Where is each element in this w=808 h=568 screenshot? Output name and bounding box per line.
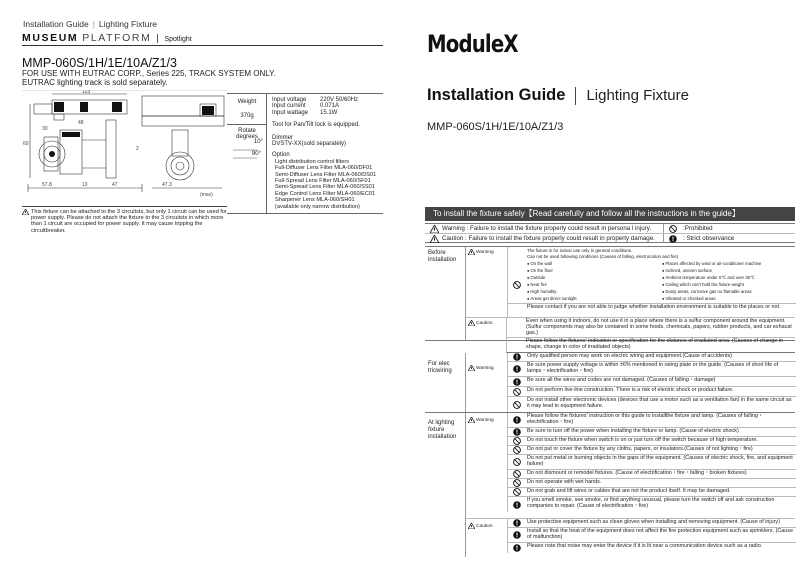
before-warning-block [465, 247, 795, 318]
dim-max: (max) [200, 192, 213, 198]
lighting-caution-block [465, 519, 795, 557]
lighting-item-text: Be sure to turn off the power when installing the fixture or lamp. (Cause of electric shock) [527, 428, 739, 434]
bullet-item: ● Places affected by wind or air-conditioner machine [662, 260, 794, 267]
spec-left-column [227, 94, 267, 213]
bullet-item: ● Near fire [527, 281, 659, 288]
warning-triangle-icon [468, 249, 475, 255]
dim-13: 13 [82, 182, 88, 188]
lighting-item-text: Do not dismount or remodel fixtures. (Cause of electrification・fire・falling・broken fixtures) [527, 470, 747, 476]
dim-48: 48 [78, 120, 84, 126]
list-item [507, 497, 796, 512]
caution-tag-text: Caution [476, 523, 493, 529]
brand-bar [22, 33, 383, 46]
elec-warning-block [465, 353, 795, 412]
legend-warning-text: Warning : Failure to install the fixture properly could result in persona l injury. [442, 225, 652, 232]
lighting-item-text: Do not grab and lift wires or cables that are not the product itself. It may be damaged. [527, 488, 731, 494]
prohibited-icon [513, 281, 521, 289]
prohibited-icon [669, 225, 677, 233]
lighting-item-text: Do not operate with wet hands. [527, 479, 602, 485]
rotate-90: 90° [251, 151, 261, 157]
section-label: For elec tricwiring [428, 361, 452, 374]
bullet-item: ● Ceiling which can't hold the fixture weight [662, 281, 794, 288]
safety-banner: To install the fixture safely【Read carefully and follow all the instructions in the guide】 [425, 207, 795, 221]
dim-47: 47 [112, 182, 118, 188]
strict-observance-icon [513, 501, 521, 509]
warning-triangle-icon [468, 365, 475, 371]
filters-title: Light distribution control filters [275, 158, 349, 165]
prohibited-icon [513, 458, 521, 466]
bullet-item: ● High humidity [527, 288, 659, 295]
right-page [404, 0, 808, 568]
list-item [507, 470, 796, 479]
list-item [507, 455, 796, 470]
spec-right-column [272, 97, 380, 210]
caution-tag-text: Caution [476, 320, 493, 326]
filter-item: (available only narrow distribution) [275, 203, 360, 210]
rotate-label: Rotate degrees [236, 128, 258, 140]
legend-warning-row [425, 224, 795, 234]
caution-triangle-icon [468, 320, 475, 326]
weight-label: Weight [237, 99, 257, 105]
bullet-item: ● Vibrated or shocked areas [662, 295, 794, 302]
warning-contact: Please contact if you are not able to judge whether installation environment is suitable to the places or not. [527, 304, 781, 310]
input-wattage-label: Input wattage [272, 109, 309, 116]
lighting-caution-text: Please note that noise may enter the device if it is lit near a communication device such as a radio. [527, 543, 763, 549]
safety-grid [425, 246, 795, 556]
legend-strict: : Strict observance [683, 235, 735, 242]
elec-item-text: Be sure power supply voltage is within ±6% mentioned in rating plate or the guide. (Causes of short life of lamps・electrification・fire) [527, 362, 779, 374]
guide-title [427, 86, 689, 105]
lighting-item-text: Do not put or cover the fixture by any cloths, papers, or insulators.(Causes of not lighting・fire) [527, 446, 753, 452]
warning-triangle-icon [468, 417, 475, 423]
bullet-item: ● On the wall [527, 260, 659, 267]
brand-logo: ModuleX [427, 30, 518, 58]
circuit-warning-text: This fixture can be attached to the 3 circuitsts, but only 1 circuit can be used for power supply. Please do not attach the fixture to the 3 circuitsts in which more than 1 circuit are occupied for power supply. It may cause tripping the circuitbreaker. [31, 209, 227, 234]
strict-observance-icon [513, 416, 521, 424]
input-wattage-value: 15.1W [320, 109, 338, 116]
list-item [507, 428, 796, 437]
dim-60: 60 [23, 141, 29, 147]
elec-item-text: Only qualified person may work on electric wiring and equipment.(Cause of accidents) [527, 353, 732, 359]
section-electric-wiring [425, 353, 795, 413]
input-current-value: 0.071A [320, 103, 340, 110]
bullet-item: ● Ambient temperature under 0℃ and over 35℃ [662, 274, 794, 281]
prohibited-icon [513, 479, 521, 487]
caution-triangle-icon [468, 523, 475, 529]
filters-list [272, 159, 380, 210]
section-lighting-installation [425, 413, 795, 557]
list-item [507, 528, 796, 543]
warning-triangle-icon [430, 225, 439, 233]
lighting-caution-text: Install so that the heat of the equipment does not affect the fire protection equipment such as sprinklers. (Cause of malfunction) [527, 528, 793, 540]
brand-museum: MUSEUM [22, 32, 79, 44]
before-warning-items [507, 247, 796, 318]
elec-item-text: Do not perform live-line construction. There is a risk of electric shock or product failure. [527, 387, 734, 393]
list-item [507, 353, 796, 362]
strict-observance-icon [513, 353, 521, 361]
bullet-item: ● Inclined, uneven surface [662, 267, 794, 274]
lighting-item-text: Please follow the fixtures' instruction or this guide to installthe fixture and lamp. (Causes of falling・electrification・fire) [527, 413, 764, 425]
breadcrumb: Installation Guide | Lighting Fixture [23, 19, 158, 29]
lighting-item-text: Do not touch the fixture when switch is on or just turn off the switch because of high temperature. [527, 437, 758, 443]
filter-item: Semi-Spread Lens Filter MLA-060/SS01 [275, 184, 375, 191]
caution-tag [468, 320, 493, 326]
list-item [507, 437, 796, 446]
caution-item-text: Please follow the fixtures' indication or specification for the distance of irradiated area. (Causes of change in shape, change in color of irradiated objects) [526, 338, 783, 350]
track-note-line2: EUTRAC lighting track is sold separately. [22, 78, 168, 87]
warning-intro-2: Can not be used following conditions (Causes of falling, electrocution and fire) [527, 254, 679, 259]
spec-table [227, 93, 383, 214]
filter-item: Sharpener Lens MLA-060/SH01 [275, 197, 355, 204]
dim-30: 30 [42, 126, 48, 132]
lighting-caution-text: Use protective equipment such as clean gloves when installing and removing equipment. (Cause of injury) [527, 519, 780, 525]
filter-item: Full-Diffuser Lens Filter MLA-060/DF01 [275, 165, 373, 172]
list-item [507, 397, 796, 412]
rotation-diagram [231, 140, 259, 160]
lighting-warning-block [465, 413, 795, 519]
dimmer-value: DVSTV-XX(sold separately) [272, 141, 347, 148]
legend-caution-text: Caution : Failure to install the fixture properly could result in property damage. [442, 235, 655, 242]
warning-tag-text: Warning [476, 365, 494, 371]
bullet-item: ● On the floor [527, 267, 659, 274]
dim-2: 2 [136, 146, 139, 152]
weight-value: 370g [240, 113, 254, 119]
breadcrumb-guide: Installation Guide [23, 19, 89, 29]
warning-tag-text: Warning [476, 417, 494, 423]
list-item [507, 543, 796, 553]
technical-drawing [22, 90, 227, 202]
section-label: At lighting fixture installation [428, 420, 457, 440]
lighting-caution-items [507, 519, 796, 553]
warning-tag-text: Warning [476, 249, 494, 255]
circuit-warning [22, 206, 227, 234]
list-item [507, 304, 796, 318]
section-label: Before installation [428, 250, 457, 263]
filter-item: Full-Spread Lens Filter MLA-060/SF01 [275, 178, 371, 185]
lighting-item-text: Do not put metal or burning objects in the gaps of the equipment. (Causes of electric shock, fire, and equipment failure) [527, 455, 793, 467]
prohibited-icon [513, 388, 521, 396]
legend-prohibited: :Prohibited [683, 225, 713, 232]
prohibited-icon [513, 437, 521, 445]
elec-items [507, 353, 796, 412]
prohibited-icon [513, 488, 521, 496]
list-item [507, 362, 796, 377]
dim-47-3: 47.3 [162, 182, 172, 188]
list-item [506, 338, 795, 353]
dim-57-8: 57.8 [42, 182, 52, 188]
strict-observance-icon [513, 428, 521, 436]
track-note-line1: FOR USE WITH EUTRAC CORP., Series 225, TRACK SYSTEM ONLY. [22, 69, 276, 78]
track-note [22, 69, 342, 87]
legend-caution-row [425, 234, 795, 244]
model-number: MMP-060S/1H/1E/10A/Z1/3 [22, 56, 177, 70]
bullet-item: ● Areas get direct sunlight [527, 295, 659, 302]
prohibited-icon [513, 470, 521, 478]
caution-tag [468, 523, 493, 529]
caution-triangle-icon [430, 235, 439, 243]
filter-item: Edge Control Lens Filter MLA-060/EC01 [275, 190, 376, 197]
warning-tag [468, 365, 494, 371]
input-voltage-label: Input voltage [272, 97, 307, 103]
list-item [506, 318, 795, 338]
filter-item: Semi-Diffuser Lens Filter MLA-060/DS01 [275, 171, 377, 178]
prohibited-icon [513, 401, 521, 409]
lighting-item-text: If you smell smoke, see smoke, or find anything unusual, please turn the switch off and ask construction companies to repair. (Cause of electrification・fire) [527, 497, 775, 509]
list-item [507, 446, 796, 455]
elec-item-text: Be sure all the wires and codes are not damaged. (Causes of falling・damage) [527, 377, 716, 383]
warning-tag [468, 249, 494, 255]
list-item [507, 519, 796, 528]
brand-tag: Spotlight [164, 36, 192, 43]
strict-observance-icon [513, 519, 521, 527]
bullet-item: ● Outside [527, 274, 659, 281]
before-caution-items [506, 318, 795, 353]
list-item [507, 488, 796, 497]
elec-item-text: Do not install other electronic devices (devices that use a motor such as a ventilation fan) in the same circuit as it may lead to equipment failure. [527, 397, 792, 409]
strict-observance-icon [669, 235, 677, 243]
right-model-number: MMP-060S/1H/1E/10A/Z1/3 [427, 121, 564, 133]
warning-intro-1: The fixture is for indoor use only in general conditions. [527, 248, 633, 253]
brand-platform: PLATFORM [82, 32, 152, 44]
rotate-10: 10° [253, 139, 263, 145]
breadcrumb-category: Lighting Fixture [98, 19, 158, 29]
list-item [507, 479, 796, 488]
strict-observance-icon [513, 531, 521, 539]
prohibited-icon [513, 446, 521, 454]
legend [425, 223, 795, 243]
guide-title-main: Installation Guide [427, 86, 566, 104]
option-label: Option [272, 152, 290, 159]
list-item [507, 377, 796, 387]
bullet-item: ● Dusty areas, corrosive gas no flamable areas [662, 288, 794, 295]
list-item [507, 387, 796, 397]
list-item [507, 247, 796, 304]
dim-123: 123 [82, 90, 91, 95]
warning-tag [468, 417, 494, 423]
guide-title-sub: Lighting Fixture [586, 87, 689, 104]
tool-note: Tool for Pan/Tilt lock is equipped. [272, 122, 360, 129]
list-item [507, 413, 796, 428]
strict-observance-icon [513, 544, 521, 552]
warning-triangle-icon [22, 209, 29, 215]
caution-item-text: Even when using it indoors, do not use it in a place where there is a sulfur component around the equipment. (Sulfur components may also be contained in some foods, chemicals, papers, rubber products, and car exhaust gas.) [526, 318, 792, 336]
input-current-label: Input current [272, 103, 306, 110]
lighting-warning-items [507, 413, 796, 512]
condition-bullets [527, 260, 794, 302]
dimmer-label: Dimmer [272, 134, 293, 141]
strict-observance-icon [513, 378, 521, 386]
strict-observance-icon [513, 365, 521, 373]
input-voltage-value: 220V 50/60Hz [320, 97, 359, 103]
